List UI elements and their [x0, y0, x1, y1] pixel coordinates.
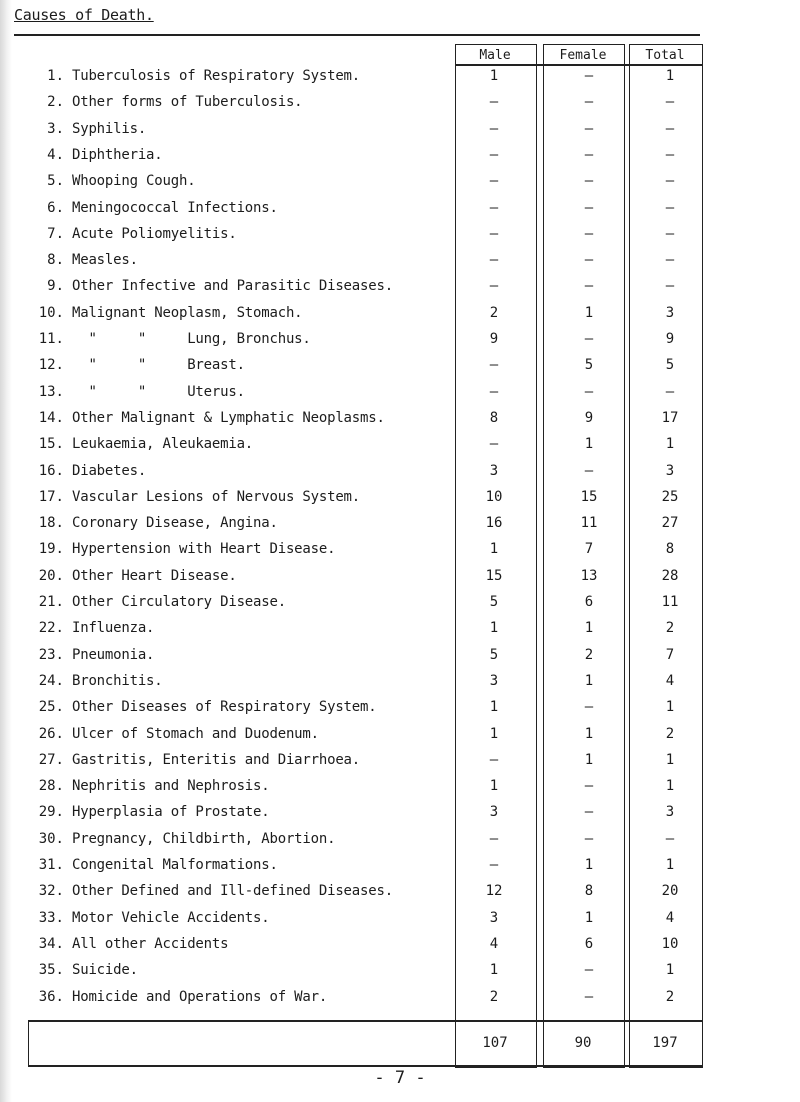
- total-count: –: [665, 252, 675, 269]
- cause-label: Motor Vehicle Accidents.: [72, 909, 270, 926]
- total-count: 2: [665, 988, 675, 1005]
- table-row: [0, 121, 800, 147]
- male-total: 107: [482, 1035, 508, 1051]
- total-count: 5: [665, 357, 675, 374]
- table-row: [0, 778, 800, 804]
- cause-label: Homicide and Operations of War.: [72, 988, 328, 1005]
- male-count: –: [489, 173, 499, 190]
- cause-label: Hypertension with Heart Disease.: [72, 541, 336, 558]
- male-count: 9: [489, 331, 499, 347]
- row-number: 15.: [38, 436, 64, 453]
- row-number: 4.: [47, 146, 64, 163]
- total-count: –: [665, 120, 675, 137]
- total-count: 2: [665, 725, 675, 742]
- row-number: 10.: [38, 304, 64, 321]
- cause-label: Diabetes.: [72, 462, 147, 479]
- total-count: –: [665, 146, 675, 163]
- female-count: –: [584, 962, 594, 979]
- table-row: [0, 489, 800, 515]
- male-count: 5: [489, 594, 499, 610]
- female-count: –: [584, 199, 594, 216]
- table-row: [0, 989, 800, 1015]
- female-count: –: [584, 462, 594, 479]
- table-bottom-rule: [28, 1065, 703, 1067]
- table-row: [0, 515, 800, 541]
- row-number: 33.: [38, 909, 64, 926]
- cause-label: All other Accidents: [72, 935, 229, 952]
- row-number: 22.: [38, 620, 64, 637]
- table-row: [0, 305, 800, 331]
- cause-label: Suicide.: [72, 962, 138, 979]
- row-number: 11.: [38, 331, 64, 347]
- female-count: 1: [584, 436, 594, 453]
- table-row: [0, 278, 800, 304]
- table-row: [0, 594, 800, 620]
- total-count: –: [665, 830, 675, 847]
- male-count: 3: [489, 804, 499, 821]
- male-count: 3: [489, 462, 499, 479]
- total-count: 3: [665, 462, 675, 479]
- cause-label: Measles.: [72, 252, 138, 269]
- row-number: 28.: [38, 778, 64, 795]
- page-number: - 7 -: [374, 1068, 426, 1088]
- female-count: 6: [584, 594, 594, 610]
- table-row: [0, 357, 800, 383]
- male-count: 8: [489, 409, 499, 426]
- female-count: 1: [584, 725, 594, 742]
- male-count: 1: [489, 68, 499, 84]
- table-row: [0, 883, 800, 909]
- cause-label: Bronchitis.: [72, 672, 163, 689]
- female-count: –: [584, 146, 594, 163]
- female-count: –: [584, 225, 594, 242]
- male-count: –: [489, 252, 499, 269]
- row-number: 14.: [38, 409, 64, 426]
- table-row: [0, 910, 800, 936]
- total-count: 9: [665, 331, 675, 347]
- female-count: 1: [584, 751, 594, 768]
- total-count: 3: [665, 304, 675, 321]
- male-count: –: [489, 146, 499, 163]
- male-count: –: [489, 199, 499, 216]
- row-number: 30.: [38, 830, 64, 847]
- row-number: 3.: [47, 120, 64, 137]
- cause-label: Whooping Cough.: [72, 173, 196, 190]
- male-column-header: Male: [479, 48, 511, 63]
- row-number: 36.: [38, 988, 64, 1005]
- row-number: 5.: [47, 173, 64, 190]
- table-row: [0, 173, 800, 199]
- row-number: 35.: [38, 962, 64, 979]
- cause-label: Other forms of Tuberculosis.: [72, 94, 303, 111]
- male-count: 3: [489, 909, 499, 926]
- total-count: 20: [661, 883, 679, 900]
- row-number: 20.: [38, 567, 64, 584]
- table-row: [0, 699, 800, 725]
- cause-label: Congenital Malformations.: [72, 857, 278, 873]
- total-count: –: [665, 94, 675, 111]
- female-count: 1: [584, 304, 594, 321]
- total-count: 1: [665, 857, 675, 873]
- row-number: 13.: [38, 383, 64, 400]
- male-count: –: [489, 857, 499, 873]
- total-count: 3: [665, 804, 675, 821]
- table-row: [0, 726, 800, 752]
- total-count: 27: [661, 515, 679, 532]
- cause-label: Ulcer of Stomach and Duodenum.: [72, 725, 319, 742]
- female-count: 1: [584, 909, 594, 926]
- totals-rule: [28, 1020, 703, 1022]
- cause-label: " " Uterus.: [72, 383, 245, 400]
- row-number: 31.: [38, 857, 64, 873]
- female-count: 1: [584, 672, 594, 689]
- total-count: 1: [665, 68, 675, 84]
- total-count: 25: [661, 488, 679, 505]
- table-row: [0, 673, 800, 699]
- table-row: [0, 68, 800, 94]
- female-count: –: [584, 830, 594, 847]
- table-row: [0, 436, 800, 462]
- total-count: 1: [665, 699, 675, 716]
- table-row: [0, 463, 800, 489]
- total-count: 8: [665, 541, 675, 558]
- cause-label: Vascular Lesions of Nervous System.: [72, 488, 361, 505]
- female-count: 6: [584, 935, 594, 952]
- title-rule: [14, 34, 700, 36]
- male-count: 1: [489, 962, 499, 979]
- male-count: 1: [489, 699, 499, 716]
- row-number: 6.: [47, 199, 64, 216]
- table-row: [0, 331, 800, 357]
- female-count: 5: [584, 357, 594, 374]
- cause-label: " " Breast.: [72, 357, 245, 374]
- row-number: 21.: [38, 594, 64, 610]
- cause-label: Syphilis.: [72, 120, 147, 137]
- row-number: 24.: [38, 672, 64, 689]
- female-count: –: [584, 173, 594, 190]
- male-count: –: [489, 436, 499, 453]
- cause-label: Other Heart Disease.: [72, 567, 237, 584]
- total-count: 11: [661, 594, 679, 610]
- total-column-header: Total: [645, 48, 685, 63]
- total-count: 1: [665, 778, 675, 795]
- cause-label: Other Circulatory Disease.: [72, 594, 286, 610]
- row-number: 34.: [38, 935, 64, 952]
- cause-label: Other Malignant & Lymphatic Neoplasms.: [72, 409, 385, 426]
- cause-label: Acute Poliomyelitis.: [72, 225, 237, 242]
- header-underline: [455, 64, 702, 66]
- cause-label: Pneumonia.: [72, 646, 155, 663]
- cause-label: Hyperplasia of Prostate.: [72, 804, 270, 821]
- cause-label: Nephritis and Nephrosis.: [72, 778, 270, 795]
- row-number: 7.: [47, 225, 64, 242]
- table-row: [0, 936, 800, 962]
- total-count: 4: [665, 909, 675, 926]
- cause-label: Coronary Disease, Angina.: [72, 515, 278, 532]
- row-number: 12.: [38, 357, 64, 374]
- male-count: –: [489, 830, 499, 847]
- row-number: 17.: [38, 488, 64, 505]
- male-count: 2: [489, 988, 499, 1005]
- female-count: 1: [584, 620, 594, 637]
- female-count: 8: [584, 883, 594, 900]
- row-number: 2.: [47, 94, 64, 111]
- table-row: [0, 252, 800, 278]
- male-count: 10: [485, 488, 503, 505]
- female-count: –: [584, 383, 594, 400]
- male-count: –: [489, 383, 499, 400]
- female-count: –: [584, 804, 594, 821]
- total-count: –: [665, 383, 675, 400]
- total-count: 1: [665, 751, 675, 768]
- table-row: [0, 752, 800, 778]
- table-row: [0, 620, 800, 646]
- female-count: 2: [584, 646, 594, 663]
- cause-label: Pregnancy, Childbirth, Abortion.: [72, 830, 336, 847]
- male-count: –: [489, 751, 499, 768]
- female-count: –: [584, 278, 594, 295]
- row-number: 19.: [38, 541, 64, 558]
- total-count: 4: [665, 672, 675, 689]
- female-count: –: [584, 988, 594, 1005]
- cause-label: Leukaemia, Aleukaemia.: [72, 436, 254, 453]
- table-row: [0, 647, 800, 673]
- total-count: 17: [661, 409, 679, 426]
- row-number: 27.: [38, 751, 64, 768]
- table-row: [0, 962, 800, 988]
- total-count: 1: [665, 962, 675, 979]
- cause-label: Malignant Neoplasm, Stomach.: [72, 304, 303, 321]
- row-number: 29.: [38, 804, 64, 821]
- cause-label: Meningococcal Infections.: [72, 199, 278, 216]
- row-number: 8.: [47, 252, 64, 269]
- table-row: [0, 147, 800, 173]
- male-count: –: [489, 94, 499, 111]
- row-number: 9.: [47, 278, 64, 295]
- male-count: 1: [489, 620, 499, 637]
- female-count: –: [584, 252, 594, 269]
- table-row: [0, 804, 800, 830]
- female-count: –: [584, 68, 594, 84]
- row-number: 26.: [38, 725, 64, 742]
- total-count: –: [665, 173, 675, 190]
- female-count: 9: [584, 409, 594, 426]
- cause-label: Other Defined and Ill-defined Diseases.: [72, 883, 393, 900]
- row-number: 1.: [47, 68, 64, 84]
- male-count: –: [489, 357, 499, 374]
- cause-label: Tuberculosis of Respiratory System.: [72, 68, 361, 84]
- row-number: 18.: [38, 515, 64, 532]
- table-row: [0, 568, 800, 594]
- female-count: 11: [580, 515, 598, 532]
- total-count: 1: [665, 436, 675, 453]
- female-count: –: [584, 778, 594, 795]
- total-count: –: [665, 199, 675, 216]
- cause-label: Other Infective and Parasitic Diseases.: [72, 278, 393, 295]
- female-count: –: [584, 331, 594, 347]
- male-count: –: [489, 278, 499, 295]
- table-row: [0, 410, 800, 436]
- female-count: 15: [580, 488, 598, 505]
- cause-label: Influenza.: [72, 620, 155, 637]
- male-count: 15: [485, 567, 503, 584]
- total-count: 7: [665, 646, 675, 663]
- female-column-header: Female: [559, 48, 607, 63]
- table-row: [0, 226, 800, 252]
- cause-label: Other Diseases of Respiratory System.: [72, 699, 377, 716]
- table-row: [0, 857, 800, 883]
- grand-total: 197: [652, 1035, 678, 1051]
- male-count: 1: [489, 541, 499, 558]
- male-count: –: [489, 120, 499, 137]
- male-count: 3: [489, 672, 499, 689]
- table-left-border: [28, 1020, 29, 1066]
- female-count: –: [584, 699, 594, 716]
- female-count: 1: [584, 857, 594, 873]
- table-row: [0, 831, 800, 857]
- table-row: [0, 200, 800, 226]
- total-count: 2: [665, 620, 675, 637]
- female-count: 7: [584, 541, 594, 558]
- male-count: 1: [489, 725, 499, 742]
- row-number: 32.: [38, 883, 64, 900]
- cause-label: " " Lung, Bronchus.: [72, 331, 311, 347]
- table-row: [0, 541, 800, 567]
- page-title: Causes of Death.: [14, 6, 154, 24]
- male-count: 16: [485, 515, 503, 532]
- table-row: [0, 384, 800, 410]
- female-total: 90: [574, 1035, 592, 1051]
- cause-label: Diphtheria.: [72, 146, 163, 163]
- total-count: 10: [661, 935, 679, 952]
- total-count: –: [665, 278, 675, 295]
- female-count: –: [584, 120, 594, 137]
- row-number: 25.: [38, 699, 64, 716]
- male-count: –: [489, 225, 499, 242]
- male-count: 4: [489, 935, 499, 952]
- female-count: 13: [580, 567, 598, 584]
- male-count: 5: [489, 646, 499, 663]
- male-count: 2: [489, 304, 499, 321]
- row-number: 23.: [38, 646, 64, 663]
- total-count: –: [665, 225, 675, 242]
- total-count: 28: [661, 567, 679, 584]
- female-count: –: [584, 94, 594, 111]
- male-count: 1: [489, 778, 499, 795]
- table-row: [0, 94, 800, 120]
- male-count: 12: [485, 883, 503, 900]
- cause-label: Gastritis, Enteritis and Diarrhoea.: [72, 751, 361, 768]
- row-number: 16.: [38, 462, 64, 479]
